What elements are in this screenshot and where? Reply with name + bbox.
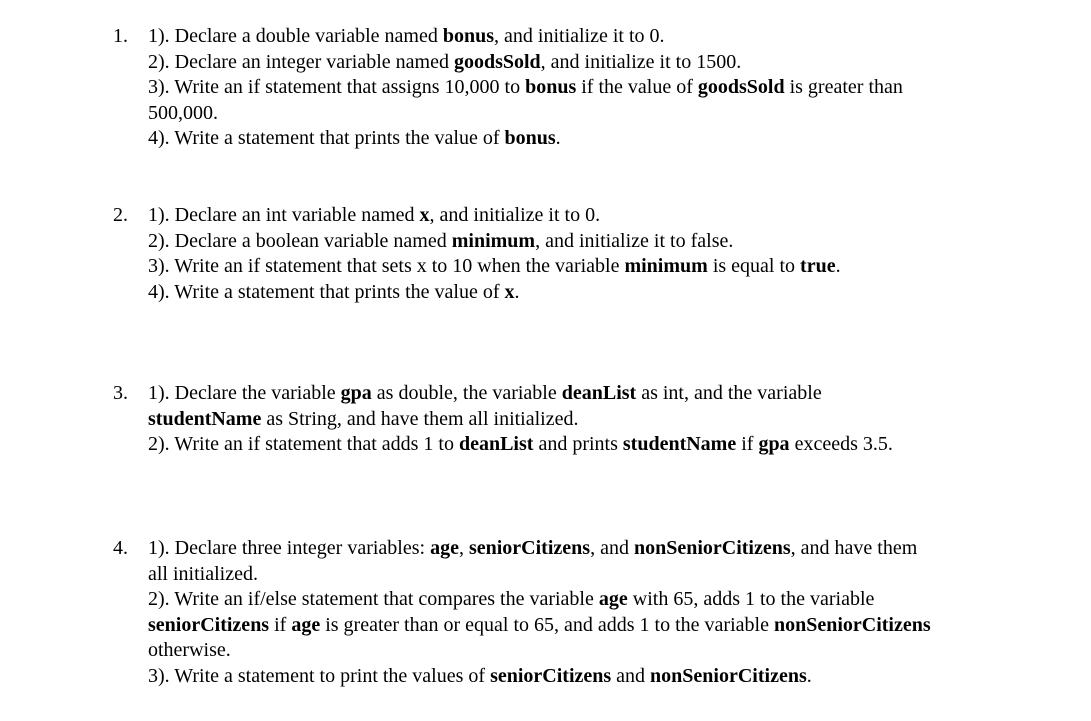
instruction-line: otherwise. xyxy=(148,639,231,661)
question-number: 3. xyxy=(113,382,128,404)
instruction-line: 2). Write an if/else statement that compares the variable age with 65, adds 1 to the variable xyxy=(148,588,875,610)
question-body xyxy=(148,203,1038,305)
instruction-line: 500,000. xyxy=(148,101,218,124)
instruction-line: 2). Declare a boolean variable named minimum, and initialize it to false. xyxy=(148,229,734,252)
instruction-line: 3). Write an if statement that sets x to 10 when the variable minimum is equal to true. xyxy=(148,255,841,277)
instruction-line: 3). Write a statement to print the values of seniorCitizens and nonSeniorCitizens. xyxy=(148,664,812,687)
instruction-line: 4). Write a statement that prints the value of x. xyxy=(148,280,520,303)
question-body xyxy=(148,381,1038,458)
instruction-line: 3). Write an if statement that assigns 10,000 to bonus if the value of goodsSold is greater than xyxy=(148,76,903,98)
question-body xyxy=(148,24,1038,152)
instruction-line: 1). Declare a double variable named bonus, and initialize it to 0. xyxy=(148,25,665,47)
instruction-line: 1). Declare three integer variables: age, seniorCitizens, and nonSeniorCitizens, and have them xyxy=(148,537,918,559)
instruction-line: seniorCitizens if age is greater than or equal to 65, and adds 1 to the variable nonSeniorCitizens xyxy=(148,613,931,636)
question-number: 2. xyxy=(113,204,128,226)
question-number: 4. xyxy=(113,537,128,559)
instruction-line: 4). Write a statement that prints the value of bonus. xyxy=(148,127,561,149)
instruction-line: 1). Declare the variable gpa as double, the variable deanList as int, and the variable xyxy=(148,382,822,404)
instruction-line: 2). Write an if statement that adds 1 to deanList and prints studentName if gpa exceeds 3.5. xyxy=(148,433,893,455)
instruction-line: all initialized. xyxy=(148,562,258,585)
question-number: 1. xyxy=(113,25,128,47)
question-body xyxy=(148,536,1038,689)
instruction-line: 1). Declare an int variable named x, and initialize it to 0. xyxy=(148,204,601,226)
instruction-line: 2). Declare an integer variable named goodsSold, and initialize it to 1500. xyxy=(148,50,742,73)
instruction-line: studentName as String, and have them all initialized. xyxy=(148,407,579,430)
